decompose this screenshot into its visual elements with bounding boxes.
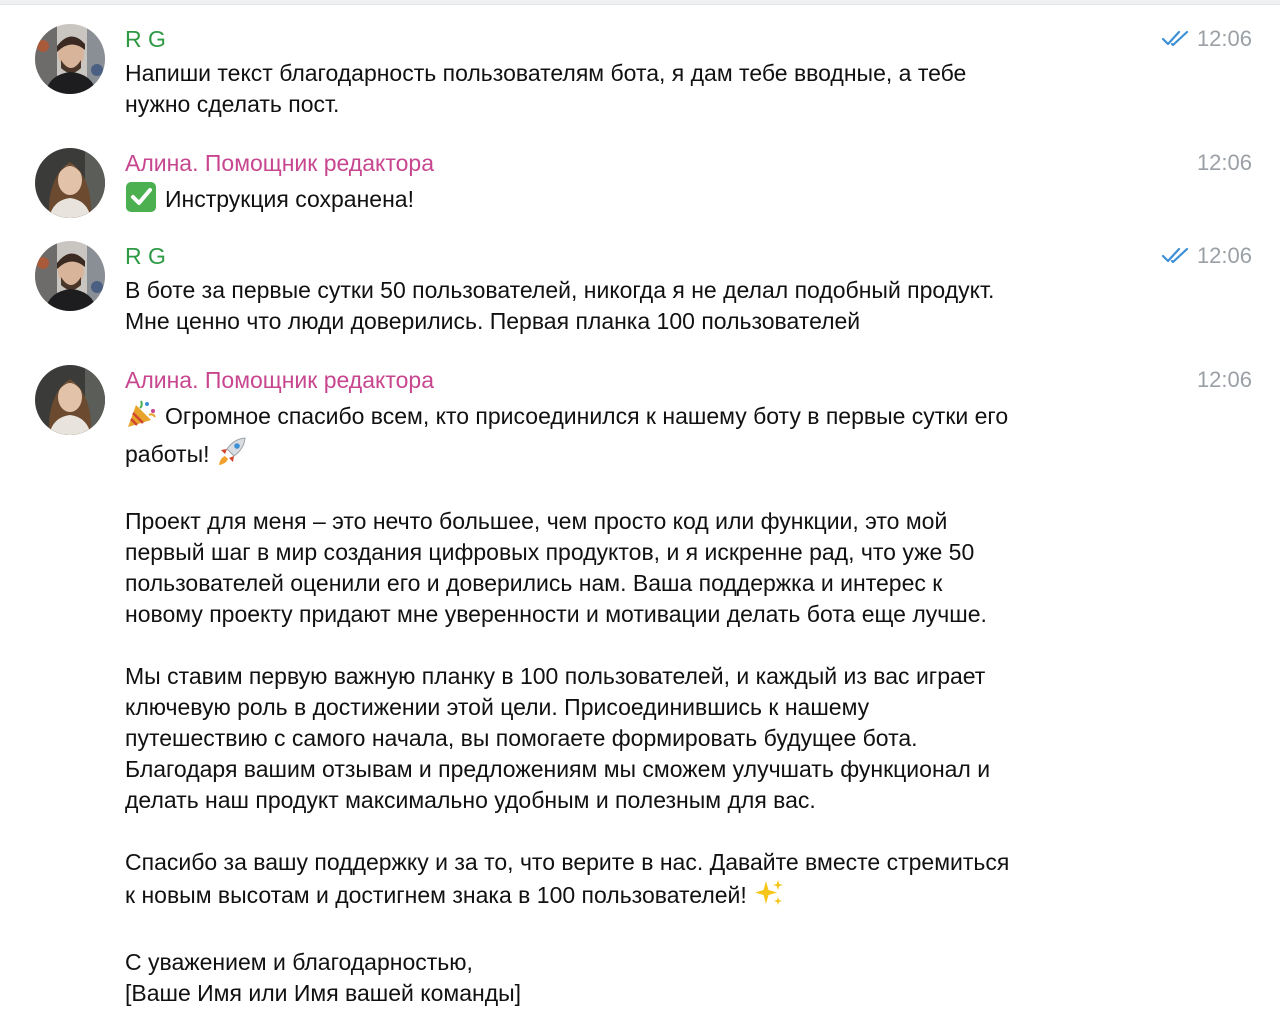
- sparkles-icon: [753, 878, 785, 916]
- message-text: [125, 275, 1185, 337]
- paragraph: [125, 506, 1185, 630]
- message-rg-1[interactable]: [0, 24, 1280, 124]
- double-check-icon: [1161, 30, 1191, 48]
- message-meta: [1161, 24, 1252, 54]
- text-line: пользователей оценили его и доверились нам. Ваша поддержка и интерес к: [125, 570, 943, 596]
- text-line: к новым высотам и достигнем знака в 100 пользователей!: [125, 882, 747, 908]
- text-line: В боте за первые сутки 50 пользователей, никогда я не делал подобный продукт.: [125, 277, 995, 303]
- message-rg-2[interactable]: [0, 241, 1280, 341]
- text-line: [Ваше Имя или Имя вашей команды]: [125, 980, 522, 1006]
- text-line: работы!: [125, 441, 210, 467]
- avatar-alina-image: [35, 365, 105, 435]
- text-line: Мы ставим первую важную планку в 100 пользователей, и каждый из вас играет: [125, 663, 986, 689]
- sender-name[interactable]: Алина. Помощник редактора: [125, 367, 434, 393]
- avatar-alina[interactable]: [35, 148, 105, 218]
- message-meta: [1161, 241, 1252, 271]
- sender-name[interactable]: Алина. Помощник редактора: [125, 150, 434, 176]
- avatar-rg-image: [35, 241, 105, 311]
- message-text: [125, 399, 1185, 1009]
- text-line: путешествию с самого начала, вы помогаете формировать будущее бота.: [125, 725, 918, 751]
- sender-name[interactable]: R G: [125, 243, 166, 269]
- avatar-alina-image: [35, 148, 105, 218]
- message-meta: [1197, 365, 1252, 395]
- avatar-alina[interactable]: [35, 365, 105, 435]
- paragraph: [125, 399, 1185, 475]
- message-alina-1[interactable]: [0, 148, 1280, 220]
- green-check-emoji-icon: [125, 182, 157, 220]
- message-text: [125, 182, 1185, 220]
- text-line: ключевую роль в достижении этой цели. Присоединившись к нашему: [125, 694, 870, 720]
- text-line: Проект для меня – это нечто большее, чем просто код или функции, это мой: [125, 508, 948, 534]
- text-line: Инструкция сохранена!: [165, 186, 414, 212]
- avatar-rg[interactable]: [35, 241, 105, 311]
- message-alina-2[interactable]: [0, 365, 1280, 1005]
- message-meta: [1197, 148, 1252, 178]
- message-time: 12:06: [1196, 150, 1252, 175]
- text-line: Мне ценно что люди доверились. Первая планка 100 пользователей: [125, 308, 861, 334]
- sender-name[interactable]: R G: [125, 26, 166, 52]
- text-line: Огромное спасибо всем, кто присоединился к нашему боту в первые сутки его: [165, 403, 1009, 429]
- text-line: первый шаг в мир создания цифровых продуктов, и я искренне рад, что уже 50: [125, 539, 975, 565]
- text-line: Спасибо за вашу поддержку и за то, что верите в нас. Давайте вместе стремиться: [125, 849, 1010, 875]
- message-time: 12:06: [1196, 26, 1252, 51]
- rocket-icon: [216, 437, 248, 475]
- text-line: Напиши текст благодарность пользователям бота, я дам тебе вводные, а тебе: [125, 60, 967, 86]
- paragraph: [125, 947, 1185, 1009]
- message-text: [125, 58, 1185, 120]
- text-line: С уважением и благодарностью,: [125, 949, 473, 975]
- text-line: нужно сделать пост.: [125, 91, 340, 117]
- message-time: 12:06: [1196, 243, 1252, 268]
- party-popper-icon: [125, 399, 157, 437]
- avatar-rg-image: [35, 24, 105, 94]
- avatar-rg[interactable]: [35, 24, 105, 94]
- top-divider: [0, 0, 1280, 5]
- paragraph: [125, 661, 1185, 816]
- text-line: делать наш продукт максимально удобным и полезным для вас.: [125, 787, 816, 813]
- text-line: Благодаря вашим отзывам и предложениям мы сможем улучшать функционал и: [125, 756, 991, 782]
- message-time: 12:06: [1196, 367, 1252, 392]
- paragraph: [125, 847, 1185, 916]
- double-check-icon: [1161, 247, 1191, 265]
- text-line: новому проекту придают мне уверенности и мотивации делать бота еще лучше.: [125, 601, 987, 627]
